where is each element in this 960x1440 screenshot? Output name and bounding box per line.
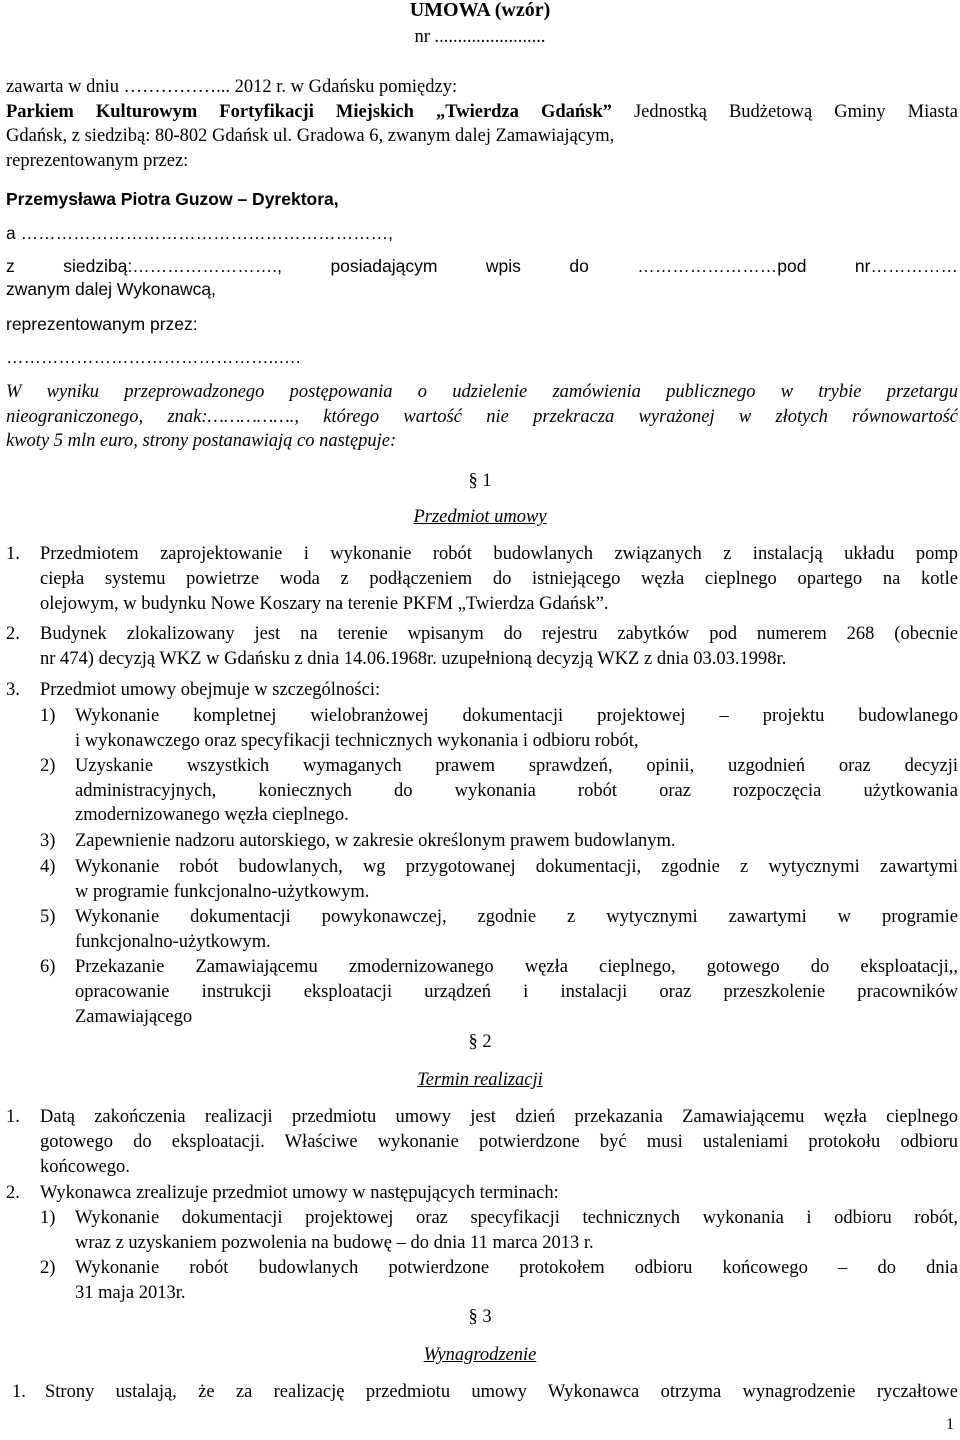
party-name: Parkiem Kulturowym Fortyfikacji Miejskich „Twierdza Gdańsk”: [6, 102, 612, 122]
section-1-title: Przedmiot umowy: [413, 507, 547, 527]
sec1-item-6-number: 6): [40, 957, 56, 977]
sec2-item-1-line-2: wraz z uzyskaniem pozwolenia na budowę – do dnia 11 marca 2013 r.: [75, 1233, 594, 1253]
preamble-line-1: W wyniku przeprowadzonego postępowania o udzielenie zamówienia publicznego w trybie przetargu: [6, 382, 958, 402]
intro-contractor-represented-line: reprezentowanym przez:: [6, 314, 198, 334]
sec1-p1-number: 1.: [6, 544, 20, 564]
intro-address-line: Gdańsk, z siedzibą: 80-802 Gdańsk ul. Gradowa 6, zwanym dalej Zamawiającym,: [6, 126, 615, 146]
intro-seat-line: z siedzibą:……………………., posiadającym wpis do ……………………pod nr……………: [6, 256, 958, 276]
document-number: nr ........................: [414, 27, 546, 47]
sec1-item-3-line-1: Zapewnienie nadzoru autorskiego, w zakresie określonym prawem budowlanym.: [75, 831, 676, 851]
preamble-line-3: kwoty 5 mln euro, strony postanawiają co następuje:: [6, 431, 397, 451]
sec2-item-2-line-2: 31 maja 2013r.: [75, 1283, 186, 1303]
sec2-p2-line-1: Wykonawca zrealizuje przedmiot umowy w następujących terminach:: [40, 1183, 559, 1203]
sec2-p1-line-2: gotowego do eksploatacji. Właściwe wykonanie potwierdzone być musi ustaleniami protokołu odbioru: [40, 1132, 958, 1152]
sec1-item-4-number: 4): [40, 857, 56, 877]
sec1-item-4-line-1: Wykonanie robót budowlanych, wg przygotowanej dokumentacji, zgodnie z wytycznymi zawartymi: [75, 857, 958, 877]
sec1-item-2-number: 2): [40, 756, 56, 776]
section-2-title: Termin realizacji: [417, 1070, 543, 1090]
sec2-item-1-line-1: Wykonanie dokumentacji projektowej oraz specyfikacji technicznych wykonania i odbioru robót,: [75, 1208, 958, 1228]
sec1-item-4-line-2: w programie funkcjonalno-użytkowym.: [75, 882, 370, 902]
sec1-p2-line-2: nr 474) decyzją WKZ w Gdańsku z dnia 14.06.1968r. uzupełnioną decyzją WKZ z dnia 03.03.1998r.: [40, 649, 787, 669]
intro-party-line: [6, 100, 958, 124]
section-2-mark: § 2: [468, 1032, 492, 1052]
sec1-p3-line-1: Przedmiot umowy obejmuje w szczególności:: [40, 680, 381, 700]
sec1-item-5-line-1: Wykonanie dokumentacji powykonawczej, zgodnie z wytycznymi zawartymi w programie: [75, 907, 958, 927]
sec1-item-1-number: 1): [40, 706, 56, 726]
intro-contractor-line: a ………………………………………………………,: [6, 223, 393, 243]
section-3-title: Wynagrodzenie: [423, 1345, 537, 1365]
sec1-p1-line-1: Przedmiotem zaprojektowanie i wykonanie robót budowlanych związanych z instalacją układu pomp: [40, 544, 958, 564]
sec1-p1-line-3: olejowym, w budynku Nowe Koszary na terenie PKFM „Twierdza Gdańsk”.: [40, 594, 609, 614]
sec3-p1-line-1: Strony ustalają, że za realizację przedmiotu umowy Wykonawca otrzyma wynagrodzenie ryczałtowe: [45, 1382, 958, 1402]
sec2-item-2-number: 2): [40, 1258, 56, 1278]
document-title: UMOWA (wzór): [409, 0, 551, 21]
section-1-mark: § 1: [468, 471, 492, 491]
sec1-item-6-line-1: Przekazanie Zamawiającemu zmodernizowanego węzła cieplnego, gotowego do eksploatacji,,: [75, 957, 958, 977]
sec1-p2-line-1: Budynek zlokalizowany jest na terenie wpisanym do rejestru zabytków pod numerem 268 (obecnie: [40, 624, 958, 644]
party-type: Jednostką Budżetową Gminy Miasta: [611, 102, 958, 122]
sec1-item-2-line-2: administracyjnych, koniecznych do wykonania robót oraz rozpoczęcia użytkowania: [75, 781, 958, 801]
sec2-p1-line-1: Datą zakończenia realizacji przedmiotu umowy jest dzień przekazania Zamawiającemu węzła cieplnego: [40, 1107, 958, 1127]
intro-date-line: zawarta w dniu ……………... 2012 r. w Gdańsku pomiędzy:: [6, 77, 458, 97]
sec1-item-5-number: 5): [40, 907, 56, 927]
sec3-p1-number: 1.: [12, 1382, 26, 1402]
sec2-item-2-line-1: Wykonanie robót budowlanych potwierdzone protokołem odbioru końcowego – do dnia: [75, 1258, 958, 1278]
sec1-item-2-line-1: Uzyskanie wszystkich wymaganych prawem sprawdzeń, opinii, uzgodnień oraz decyzji: [75, 756, 958, 776]
intro-representative-line: ………………………………………..….: [6, 347, 301, 367]
page-number: 1: [946, 1416, 954, 1433]
preamble-line-2: nieograniczonego, znak:……………., którego wartość nie przekracza wyrażonej w złotych równowartość: [6, 407, 958, 427]
sec1-p2-number: 2.: [6, 624, 20, 644]
sec1-item-5-line-2: funkcjonalno-użytkowym.: [75, 932, 271, 952]
intro-director-line: Przemysława Piotra Guzow – Dyrektora,: [6, 189, 339, 209]
sec1-item-3-number: 3): [40, 831, 56, 851]
section-3-mark: § 3: [468, 1307, 492, 1327]
sec1-item-2-line-3: zmodernizowanego węzła cieplnego.: [75, 805, 349, 825]
sec1-item-6-line-3: Zamawiającego: [75, 1007, 193, 1027]
sec1-p1-line-2: ciepła systemu powietrze woda z podłączeniem do istniejącego węzła cieplnego opartego na kotle: [40, 569, 958, 589]
intro-represented-line: reprezentowanym przez:: [6, 151, 189, 171]
sec2-item-1-number: 1): [40, 1208, 56, 1228]
sec2-p1-number: 1.: [6, 1107, 20, 1127]
sec1-item-1-line-2: i wykonawczego oraz specyfikacji technicznych wykonania i odbioru robót,: [75, 731, 639, 751]
sec2-p2-number: 2.: [6, 1183, 20, 1203]
sec1-p3-number: 3.: [6, 680, 20, 700]
sec1-item-6-line-2: opracowanie instrukcji eksploatacji urządzeń i instalacji oraz przeszkolenie pracowników: [75, 982, 958, 1002]
sec2-p1-line-3: końcowego.: [40, 1157, 130, 1177]
intro-contractor-named-line: zwanym dalej Wykonawcą,: [6, 279, 216, 299]
sec1-item-1-line-1: Wykonanie kompletnej wielobranżowej dokumentacji projektowej – projektu budowlanego: [75, 706, 958, 726]
